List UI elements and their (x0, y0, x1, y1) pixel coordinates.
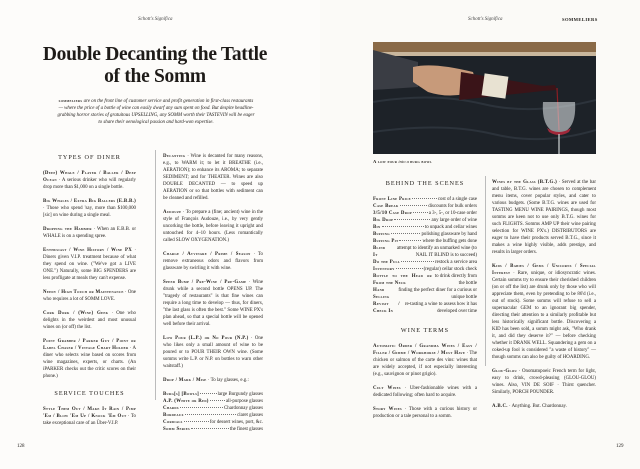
intro-lead: sommeliers (58, 99, 83, 104)
glossary-row (373, 259, 477, 266)
entry-body: · Rare, unique, or idiosyncratic wines. Certain somms try to ensure their cherished children (on or off the list) are drunk only by those who will appreciate them, even by pretending to be 86'd (i.e., out of stock). Some somms will refuse to sell a supernacular GEM to an ignorant big spender, directing their attention to a similarly profitable but less historically significant bottle. Discovering a KID has been sold, a somm might ask, "Who drank it, and did they deserve it?" — before checking whether it DRANK WELL. Squandering a gem on a coked-up fool is considered "a waste of history" — though somms can also be guilty of HOARDING. (492, 271, 596, 360)
entry-term: A.B.C. (492, 404, 508, 409)
entry-term: Charge / Avvinare / Prime / Season (163, 252, 251, 257)
entry-body: · When an E.B.B. or WHALE is on a spending spree. (43, 227, 137, 239)
entry-term: Speed Bump / Pre-Wine / Pre-Game (163, 280, 247, 285)
glossary-definition: to drink directly from the bottle (434, 274, 477, 286)
dot-leader (413, 212, 428, 213)
glossary-entry (43, 198, 136, 219)
glossary-row (163, 391, 263, 398)
glossary-row (163, 426, 263, 433)
glossary-term: Chards (163, 406, 179, 411)
entry-term: Decanting (163, 154, 186, 159)
glossary-term: A.P. (White or Red) (163, 399, 209, 404)
glossary-definition: claret glasses (237, 413, 263, 418)
dot-leader (412, 198, 437, 199)
glossary-definition: large Burgundy glasses (217, 392, 263, 397)
glossary-row (373, 245, 477, 259)
glossary-definition: where the buffing gets done (422, 239, 477, 244)
glossary-row (373, 266, 477, 273)
entry-body: · Served at the bar and table, B.T.G. wines are chosen to complement menu items, cover popular styles, and cater to various budgets. (Some B.T.G. wines are used for TASTING MENU WINE PAIRINGS, though most somms are keen not to use only B.T.G. wines for such FLIGHTS. Somms AMP UP their wine pairing selection for WINE PX's.) DISTRIBUTORS are eager to have their products served B.T.G., since it makes a wine highly visible, adds prestige, and results in larger orders. (492, 180, 596, 255)
entry-body: · One who likes only a small amount of wine to be poured or to POUR THEIR OWN wine. (Some somms write L.P. or N.P. on bottles to warn other waitstaff.) (163, 336, 263, 369)
dot-leader (180, 407, 223, 408)
entry-body: · A serious drinker who will regularly drop more than $1,000 on a single bottle. (43, 178, 136, 190)
page-title: Double Decanting the Tattle of the Somm (42, 44, 268, 87)
dot-leader (401, 261, 434, 262)
glossary-term: Burg[s] [Bowls] (163, 392, 200, 397)
glossary-entry (373, 385, 477, 399)
glossary-entry (43, 247, 136, 282)
glossary-entry (43, 406, 136, 427)
dot-leader (200, 393, 216, 394)
entry-term: Glou-Glou (492, 369, 517, 374)
column-divider (485, 176, 486, 366)
caption-tail: burg bowl (410, 159, 432, 164)
glossary-term: Bottle to the Head or From the Neck (373, 274, 432, 286)
glossary-row (373, 224, 477, 231)
photo-caption (373, 159, 432, 164)
glossary-row (163, 398, 263, 405)
entry-term: (Deep) Whale / Player / Baller / Deep Ocean (43, 171, 136, 183)
dot-leader (191, 428, 229, 429)
glossary-entry (43, 338, 136, 380)
glossary-entry (43, 170, 136, 191)
intro-text: are on the front line of customer service and profit generation in first-class restaurants — where the price of a bottle of wine can easily dwarf any sum spent on food. But despite headline-grabbing horror stories of gratuitous UPSELLING, any SOMM worth their TASTEVIN will be eager to share their oenological passion and hard-won expertise. (57, 99, 255, 125)
glossary-row (373, 210, 477, 217)
column-divider (155, 150, 156, 400)
dot-leader (396, 268, 423, 269)
glossary-term: Bin (373, 225, 381, 230)
wine-pour-photo (373, 42, 596, 154)
entry-body: · Wine is decanted for many reasons, e.g., to WARM it; to let it BREATHE (i.e., AERATION); to enhance its AROMA; to separate SEDIMENT; and for THEATER. Wines are also DOUBLE DECANTED — to speed up AERATION or so that bottles with sediment can be cleaned and refilled. (163, 154, 263, 201)
column-behind-the-scenes (373, 176, 477, 427)
dot-leader (210, 400, 225, 401)
heading-wine-terms: WINE TERMS (400, 327, 450, 334)
page-number: 129 (616, 444, 624, 449)
entry-term: Low Pour (L.P.) or No Pour (N.P.) (163, 336, 249, 341)
entry-term: Dropping the Hammer (43, 227, 92, 232)
glossary-definition: to unpack and cellar wines (424, 225, 477, 230)
glossary-entry (373, 406, 477, 420)
glossary-entry (43, 289, 136, 303)
entry-body: · Onomatopoeic French term for light, easy to drink, crowd-pleasing (GLOU-GLOU) wines. Also, VIN DE SOIF · Thirst quencher. Similarly, PORCH POUNDER. (492, 369, 596, 395)
entry-term: Cult Wines (373, 386, 401, 391)
entry-body: · Anything. But. Chardonnay. (507, 404, 567, 409)
dot-leader (184, 421, 209, 422)
column-types-of-diner (43, 150, 136, 434)
glossary-definition: finding the perfect diner for a curious or unique bottle (398, 288, 477, 300)
glossary-definition: any large order of wine (431, 218, 477, 223)
glossary-definition: a 3-, 5-, or 10-case order (428, 211, 477, 216)
heading-service-touches: SERVICE TOUCHES (54, 390, 125, 397)
glossary-row (373, 231, 477, 238)
glossary-entry (163, 279, 263, 328)
glossary-row (373, 287, 477, 301)
glossary-definition: cost of a single case (437, 197, 477, 202)
entry-body: · Those with a curious history or production or a tale personal to a somm. (373, 407, 477, 419)
glossary-entry (163, 335, 263, 370)
section-title: SOMMELIERS (562, 17, 598, 22)
glossary-entry (492, 179, 596, 256)
glossary-term: Blind It (373, 246, 386, 258)
heading-behind-the-scenes: BEHIND THE SCENES (385, 180, 465, 187)
dot-leader (394, 219, 430, 220)
glossary-term: Inventory (373, 267, 395, 272)
glossary-definition: all-purpose glasses (225, 399, 263, 404)
glossary-term: Bordeaux (163, 413, 184, 418)
glossary-definition: attempt to identify an unmarked wine (to NAIL IT BLIND is to succeed) (396, 246, 477, 258)
entry-term: Needy / High Touch or Maintenance (43, 290, 124, 295)
entry-term: Story Wines (373, 407, 402, 412)
glossary-term: Front Line Price (373, 197, 411, 202)
entry-body: · To remove extraneous odors and flavors from glassware by swirling it with wine. (163, 252, 263, 271)
entry-body: · To lay glasses, e.g.: (206, 378, 249, 383)
glossary-row (373, 203, 477, 210)
entry-term: Enthusiast / Wine History / Wine PX (43, 248, 133, 253)
glossary-definition: (regular) cellar stock check (423, 267, 477, 272)
glossary-row (163, 412, 263, 419)
glossary-term: Buffing (373, 232, 390, 237)
entry-term: Drop / Mark / Mise (163, 378, 207, 383)
entry-term: Automatic Order / Grandma Wines / Easy / Filler / Gimme / Workhorse / Must Have (373, 344, 477, 356)
glossary-row (163, 419, 263, 426)
glossary-row (373, 273, 477, 287)
entry-body: · The chicken or salmon of the carte des vins: wines that are widely accepted, if not especially interesting (e.g., sauvignon or pinot grigio). (373, 351, 477, 377)
glossary-definition: restock a service area (435, 260, 477, 265)
entry-term: Style Them Out / Make It Rain / Pimp 'Em / Blow 'Em Up / Knock 'Em Out (43, 407, 136, 419)
glossary-row (373, 217, 477, 224)
glossary-term: Hand Selling (373, 288, 390, 300)
dot-leader (382, 226, 424, 227)
entry-body: · To prepare a (fine; ancient) wine in the style of François Audouze, i.e., by very gently uncorking the bottle, before leaving it upright and untouched for 4–10 hours. (Less romantically called SLOW OXYGENATION.) (163, 210, 263, 243)
entry-body: · Those who spend 'say, more than $100,000 [sic] on wine during a single meal. (43, 206, 136, 218)
column-decanting (163, 153, 263, 433)
entry-term: Big Whales / Extra Big Ballers (E.B.B.) (43, 199, 136, 204)
entry-body: · To take exceptional care of an Über-V.I.P. (43, 414, 136, 426)
glossary-entry (163, 377, 263, 384)
running-head: Schott's Significa (468, 17, 503, 22)
glossary-definition: polishing glassware by hand (421, 232, 477, 237)
glossary-entry (163, 209, 263, 244)
dot-leader (399, 240, 421, 241)
entry-body: · Uber-fashionable wines with a dedicated following; often hard to acquire. (373, 386, 477, 398)
entry-body: · Wine drunk while a second bottle OPENS UP. The "tragedy of restaurants" is that fine wines can require a long time to develop — thus, for diners, "the last glass is often the best." Some WINE PX's plan ahead, so that a special bottle will be opened well before their arrival. (163, 280, 263, 327)
dot-leader (185, 414, 236, 415)
glossary-entry (163, 251, 263, 272)
entry-term: Wines by the Glass (B.T.G.) (492, 180, 558, 185)
glossary-definition: discounts for bulk orders (428, 204, 477, 209)
entry-body: · One who delights in the weirdest and most unusual wines on (or off) the list. (43, 311, 136, 330)
glossary-term: Big Drop (373, 218, 394, 223)
dot-leader (391, 233, 421, 234)
dot-leader (400, 205, 428, 206)
entry-term: Point Grabber / Parker Guy / Point or Label Chaser / Vintage Chart Holder (43, 339, 136, 351)
glossary-term: 3/5/10 Case Drop (373, 211, 412, 216)
glossary-row (373, 238, 477, 245)
glossary-definition: the finest glasses (229, 427, 263, 432)
glossary-term: Case Break (373, 204, 399, 209)
glossary-term: Revisit / Check In (373, 302, 400, 314)
glossary-definition: Chardonnay glasses (224, 406, 263, 411)
glossary-term: Buffing Pit (373, 239, 399, 244)
glossary-row (373, 301, 477, 315)
glossary-term: Cordials (163, 420, 183, 425)
entry-term: Kids / Babies / Gems / Unicorns / Special Interest (492, 264, 596, 276)
column-glass-terms (492, 179, 596, 417)
glossary-entry (492, 368, 596, 396)
caption-mid: into a (397, 159, 411, 164)
entry-term: Audouze (163, 210, 182, 215)
running-head: Schott's Significa (138, 17, 173, 22)
glossary-definition: re-tasting a wine to assess how it has developed over time (404, 302, 477, 314)
glossary-entry (492, 403, 596, 410)
entry-term: Cork Dork / (Wine) Geek (43, 311, 109, 316)
caption-lead: A low pour (373, 159, 398, 164)
glossary-entry (43, 226, 136, 240)
entry-body: · A diner who selects wine based on scores from wine magazines, experts, or charts. (An iPARKER checks out the critic scores on their phone.) (43, 346, 136, 379)
entry-body: · One who requires a lot of SOMM LOVE. (43, 290, 136, 302)
page-number: 128 (17, 444, 25, 449)
glossary-definition: for dessert wines, port, &c. (209, 420, 263, 425)
glossary-row (163, 405, 263, 412)
glossary-entry (43, 310, 136, 331)
glossary-entry (492, 263, 596, 361)
glossary-row (373, 196, 477, 203)
entry-body: · Diners given V.I.P. treatment because of what they spend on wine. ("We've got a LIVE ONE.") Naturally, some BIG SPENDERS are less profligate at meals they can't expense. (43, 248, 136, 281)
intro-paragraph (56, 98, 256, 126)
glossary-term: Do the Pull (373, 260, 401, 265)
heading-types-of-diner: TYPES OF DINER (58, 154, 121, 161)
glossary-term: Somm Series (163, 427, 190, 432)
glossary-entry (373, 343, 477, 378)
glossary-entry (163, 153, 263, 202)
